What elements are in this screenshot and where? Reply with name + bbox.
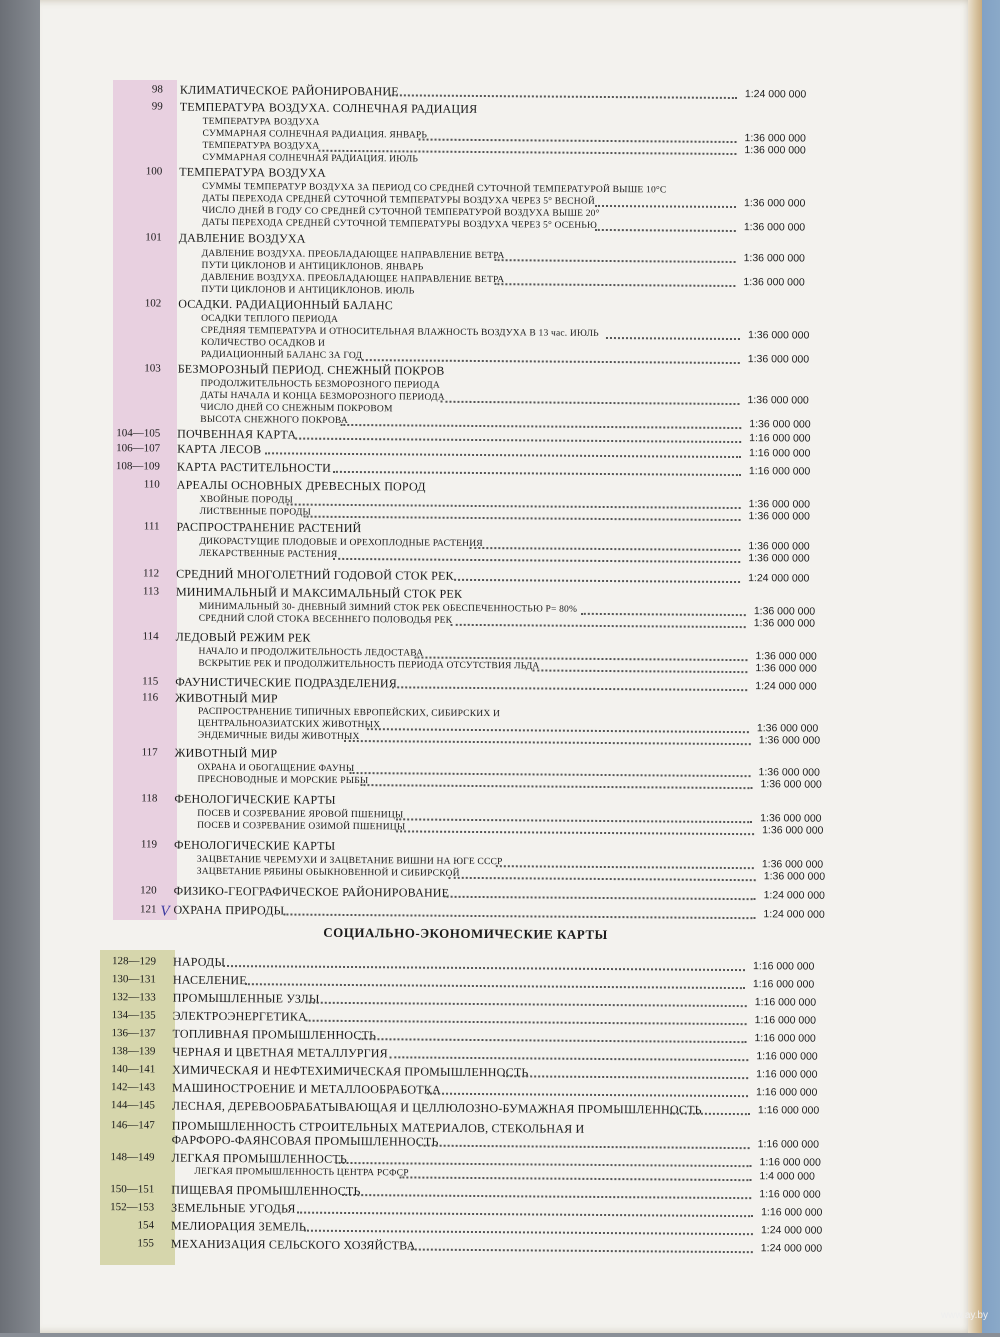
map-scale: 1:16 000 000 bbox=[756, 1050, 818, 1063]
dot-leader bbox=[410, 1246, 752, 1253]
page-number: 154 bbox=[137, 1219, 155, 1232]
page-number: 152—153 bbox=[110, 1201, 155, 1214]
map-title: ЗЕМЕЛЬНЫЕ УГОДЬЯ bbox=[171, 1200, 296, 1216]
map-scale: 1:16 000 000 bbox=[754, 1014, 816, 1027]
dot-leader bbox=[427, 1091, 748, 1098]
map-scale: 1:24 000 000 bbox=[763, 908, 825, 921]
rows-row bbox=[99, 882, 825, 904]
map-scale: 1:36 000 000 bbox=[744, 144, 806, 157]
dot-leader bbox=[449, 875, 756, 881]
page-number: 142—143 bbox=[111, 1081, 156, 1094]
dot-leader bbox=[454, 577, 740, 583]
map-title: ПОЧВЕННАЯ КАРТА bbox=[177, 426, 297, 442]
page-number: 150—151 bbox=[110, 1183, 155, 1196]
map-subtitle: ПОСЕВ И СОЗРЕВАНИЕ ОЗИМОЙ ПШЕНИЦЫ bbox=[197, 820, 406, 833]
map-scale: 1:16 000 000 bbox=[759, 1156, 821, 1169]
dot-leader bbox=[595, 227, 736, 232]
map-title: ЧЕРНАЯ И ЦВЕТНАЯ МЕТАЛЛУРГИЯ bbox=[172, 1044, 388, 1061]
map-title: РАСПРОСТРАНЕНИЕ РАСТЕНИЙ bbox=[176, 519, 362, 536]
map-scale: 1:16 000 000 bbox=[748, 465, 811, 478]
map-subtitle: ХВОЙНЫЕ ПОРОДЫ bbox=[199, 494, 294, 506]
page-number: 103 bbox=[144, 362, 161, 375]
map-title: ПИЩЕВАЯ ПРОМЫШЛЕННОСТЬ bbox=[171, 1182, 361, 1199]
map-subtitle: СРЕДНИЙ СЛОЙ СТОКА ВЕСЕННЕГО ПОЛОВОДЬЯ РЕК bbox=[198, 613, 453, 626]
map-title: ФЕНОЛОГИЧЕСКИЕ КАРТЫ bbox=[174, 791, 336, 807]
map-title: ЛЕДОВЫЙ РЕЖИМ РЕК bbox=[175, 629, 311, 645]
page-number: 99 bbox=[151, 100, 163, 113]
map-subtitle: ДАВЛЕНИЕ ВОЗДУХА. ПРЕОБЛАДАЮЩЕЕ НАПРАВЛЕНИЕ ВЕТРА bbox=[201, 248, 505, 262]
map-title: АРЕАЛЫ ОСНОВНЫХ ДРЕВЕСНЫХ ПОРОД bbox=[176, 477, 426, 494]
section-title: СОЦИАЛЬНО-ЭКОНОМИЧЕСКИЕ КАРТЫ bbox=[323, 924, 608, 943]
map-subtitle: ДАТЫ ПЕРЕХОДА СРЕДНЕЙ СУТОЧНОЙ ТЕМПЕРАТУРЫ ВОЗДУХА ЧЕРЕЗ 5° ОСЕНЬЮ bbox=[201, 217, 597, 231]
map-scale: 1:24 000 000 bbox=[748, 572, 810, 585]
map-scale: 1:24 000 000 bbox=[760, 1242, 823, 1255]
dot-leader bbox=[389, 1054, 748, 1061]
map-scale: 1:36 000 000 bbox=[753, 617, 816, 630]
dot-leader bbox=[342, 1192, 751, 1199]
map-title: КЛИМАТИЧЕСКОЕ РАЙОНИРОВАНИЕ bbox=[179, 82, 399, 99]
map-title: МИНИМАЛЬНЫЙ И МАКСИМАЛЬНЫЙ СТОК РЕК bbox=[175, 584, 463, 601]
dot-leader bbox=[359, 1036, 747, 1043]
map-scale: 1:36 000 000 bbox=[743, 276, 805, 289]
dot-leader bbox=[304, 1228, 753, 1236]
map-scale: 1:36 000 000 bbox=[756, 722, 819, 735]
map-title: ДАВЛЕНИЕ ВОЗДУХА bbox=[178, 230, 306, 246]
map-scale: 1:16 000 000 bbox=[757, 1104, 820, 1117]
page-number: 148—149 bbox=[110, 1151, 155, 1164]
map-title: ПРОМЫШЛЕННОСТЬ СТРОИТЕЛЬНЫХ МАТЕРИАЛОВ, СТЕКОЛЬНАЯ И bbox=[171, 1118, 585, 1136]
map-title: БЕЗМОРОЗНЫЙ ПЕРИОД. СНЕЖНЫЙ ПОКРОВ bbox=[177, 361, 445, 378]
map-scale: 1:24 000 000 bbox=[744, 88, 807, 101]
map-subtitle: СРЕДНЯЯ ТЕМПЕРАТУРА И ОТНОСИТЕЛЬНАЯ ВЛАЖНОСТЬ ВОЗДУХА В 13 час. ИЮЛЬ bbox=[200, 325, 599, 339]
map-scale: 1:36 000 000 bbox=[753, 605, 816, 618]
map-scale: 1:36 000 000 bbox=[743, 221, 806, 234]
rows2-row bbox=[97, 1097, 820, 1119]
map-subtitle: ЦЕНТРАЛЬНОАЗИАТСКИХ ЖИВОТНЫХ bbox=[197, 718, 381, 731]
map-subtitle: РАСПРОСТРАНЕНИЕ ТИПИЧНЫХ ЕВРОПЕЙСКИХ, СИБИРСКИХ И bbox=[197, 706, 501, 720]
map-subtitle: СУММАРНАЯ СОЛНЕЧНАЯ РАДИАЦИЯ. ИЮЛЬ bbox=[202, 152, 419, 165]
map-subtitle: МИНИМАЛЬНЫЙ 30- ДНЕВНЫЙ ЗИМНИЙ СТОК РЕК ОБЕСПЕЧЕННОСТЬЮ Р= 80% bbox=[198, 601, 578, 615]
map-scale: 1:24 000 000 bbox=[755, 680, 817, 693]
map-subtitle: СУММЫ ТЕМПЕРАТУР ВОЗДУХА ЗА ПЕРИОД СО СРЕДНЕЙ СУТОЧНОЙ ТЕМПЕРАТУРОЙ ВЫШЕ 10°С bbox=[202, 181, 667, 196]
map-title: СРЕДНИЙ МНОГОЛЕТНИЙ ГОДОВОЙ СТОК РЕК bbox=[176, 566, 454, 583]
map-scale: 1:36 000 000 bbox=[758, 766, 820, 779]
page-number: 104—105 bbox=[116, 427, 161, 440]
page-number: 128—129 bbox=[112, 955, 157, 968]
map-scale: 1:36 000 000 bbox=[763, 870, 826, 883]
map-subtitle: ПОСЕВ И СОЗРЕВАНИЕ ЯРОВОЙ ПШЕНИЦЫ bbox=[197, 808, 404, 821]
map-title: ПРОМЫШЛЕННЫЕ УЗЛЫ bbox=[172, 990, 320, 1006]
map-scale: 1:16 000 000 bbox=[753, 960, 815, 973]
map-title: ЛЕСНАЯ, ДЕРЕВООБРАБАТЫВАЮЩАЯ И ЦЕЛЛЮЛОЗНО-БУМАЖНАЯ ПРОМЫШЛЕННОСТЬ bbox=[171, 1098, 702, 1117]
map-subtitle: ЛИСТВЕННЫЕ ПОРОДЫ bbox=[199, 506, 312, 518]
map-subtitle: ВЫСОТА СНЕЖНОГО ПОКРОВА bbox=[200, 414, 348, 426]
page-number: 110 bbox=[143, 478, 160, 491]
map-scale: 1:36 000 000 bbox=[760, 812, 822, 825]
map-title: КАРТА ЛЕСОВ bbox=[177, 441, 262, 457]
page-number: 155 bbox=[137, 1237, 154, 1250]
dot-leader bbox=[444, 894, 756, 900]
map-subtitle: ОХРАНА И ОБОГАЩЕНИЕ ФАУНЫ bbox=[197, 762, 355, 775]
dot-leader bbox=[343, 738, 750, 745]
map-title: МЕХАНИЗАЦИЯ СЕЛЬСКОГО ХОЗЯЙСТВА bbox=[170, 1236, 416, 1253]
page-number: 117 bbox=[141, 746, 158, 759]
map-subtitle: ДАТЫ ПЕРЕХОДА СРЕДНЕЙ СУТОЧНОЙ ТЕМПЕРАТУРЫ ВОЗДУХА ЧЕРЕЗ 5° ВЕСНОЙ bbox=[202, 193, 596, 207]
page-number: 144—145 bbox=[110, 1099, 155, 1112]
map-title: ЭЛЕКТРОЭНЕРГЕТИКА bbox=[172, 1008, 308, 1024]
map-subtitle: ЧИСЛО ДНЕЙ В ГОДУ СО СРЕДНЕЙ СУТОЧНОЙ ТЕМПЕРАТУРОЙ ВОЗДУХА ВЫШЕ 20° bbox=[201, 205, 600, 219]
dot-leader bbox=[503, 1073, 748, 1079]
map-scale: 1:36 000 000 bbox=[748, 498, 811, 511]
dot-leader bbox=[223, 963, 745, 971]
map-subtitle: ЗАЦВЕТАНИЕ ЧЕРЕМУХИ И ЗАЦВЕТАНИЕ ВИШНИ НА ЮГЕ СССР bbox=[196, 854, 503, 868]
map-subtitle: ЛЕКАРСТВЕННЫЕ РАСТЕНИЯ bbox=[199, 548, 338, 560]
map-scale: 1:36 000 000 bbox=[748, 540, 810, 553]
map-scale: 1:36 000 000 bbox=[760, 778, 822, 791]
map-scale: 1:36 000 000 bbox=[747, 329, 810, 342]
map-subtitle: ДАТЫ НАЧАЛА И КОНЦА БЕЗМОРОЗНОГО ПЕРИОДА bbox=[200, 390, 445, 403]
map-title: МАШИНОСТРОЕНИЕ И МЕТАЛЛООБРАБОТКА bbox=[172, 1080, 441, 1097]
map-scale: 1:16 000 000 bbox=[761, 1206, 823, 1219]
map-subtitle: ВСКРЫТИЕ РЕК И ПРОДОЛЖИТЕЛЬНОСТЬ ПЕРИОДА ОТСУТСТВИЯ ЛЬДА bbox=[198, 658, 540, 672]
map-scale: 1:16 000 000 bbox=[752, 978, 815, 991]
map-title: ФИЗИКО-ГЕОГРАФИЧЕСКОЕ РАЙОНИРОВАНИЕ bbox=[173, 883, 450, 900]
page-number: 102 bbox=[144, 297, 162, 310]
dot-leader bbox=[245, 981, 745, 989]
map-scale: 1:36 000 000 bbox=[762, 824, 824, 837]
map-title: КАРТА РАСТИТЕЛЬНОСТИ bbox=[176, 459, 332, 475]
dot-leader bbox=[297, 1210, 753, 1218]
map-subtitle: ПРЕСНОВОДНЫЕ И МОРСКИЕ РЫБЫ bbox=[197, 774, 369, 787]
map-subtitle: ОСАДКИ ТЕПЛОГО ПЕРИОДА bbox=[201, 313, 339, 325]
page-number: 100 bbox=[145, 165, 163, 178]
map-title: ТЕМПЕРАТУРА ВОЗДУХА. СОЛНЕЧНАЯ РАДИАЦИЯ bbox=[179, 99, 478, 116]
map-scale: 1:36 000 000 bbox=[744, 132, 806, 145]
page-number: 101 bbox=[145, 231, 162, 244]
dot-leader bbox=[389, 92, 737, 99]
page-number: 113 bbox=[142, 585, 160, 598]
dot-leader bbox=[361, 782, 753, 789]
map-title: ТОПЛИВНАЯ ПРОМЫШЛЕННОСТЬ bbox=[172, 1026, 377, 1043]
map-title: ФАУНИСТИЧЕСКИЕ ПОДРАЗДЕЛЕНИЯ bbox=[175, 674, 398, 691]
page-number: 98 bbox=[151, 83, 163, 96]
map-scale: 1:16 000 000 bbox=[749, 432, 811, 445]
rows2-row bbox=[96, 1235, 823, 1257]
map-scale: 1:16 000 000 bbox=[756, 1068, 818, 1081]
map-scale: 1:36 000 000 bbox=[758, 734, 821, 747]
dot-leader bbox=[533, 667, 748, 673]
page-number: 114 bbox=[142, 630, 159, 643]
map-title: ЖИВОТНЫЙ МИР bbox=[174, 745, 278, 761]
map-subtitle: КОЛИЧЕСТВО ОСАДКОВ И bbox=[200, 337, 326, 349]
map-scale: 1:36 000 000 bbox=[755, 650, 817, 663]
map-scale: 1:16 000 000 bbox=[754, 996, 817, 1009]
page-number: 130—131 bbox=[111, 973, 156, 986]
map-title: ФАРФОРО-ФАЯНСОВАЯ ПРОМЫШЛЕННОСТЬ bbox=[171, 1132, 439, 1149]
page-number: 119 bbox=[140, 838, 158, 851]
map-title: ФЕНОЛОГИЧЕСКИЕ КАРТЫ bbox=[173, 837, 336, 853]
map-title: ЖИВОТНЫЙ МИР bbox=[175, 690, 278, 706]
map-scale: 1:36 000 000 bbox=[755, 662, 817, 675]
dot-leader bbox=[265, 450, 741, 458]
page-number: 116 bbox=[141, 691, 159, 704]
dot-leader bbox=[451, 622, 746, 628]
map-scale: 1:36 000 000 bbox=[743, 252, 805, 265]
map-title: НАРОДЫ bbox=[173, 954, 226, 970]
map-scale: 1:36 000 000 bbox=[743, 197, 806, 210]
map-subtitle: СУММАРНАЯ СОЛНЕЧНАЯ РАДИАЦИЯ. ЯНВАРЬ bbox=[202, 128, 428, 141]
map-subtitle: НАЧАЛО И ПРОДОЛЖИТЕЛЬНОСТЬ ЛЕДОСТАВА bbox=[198, 646, 424, 659]
page-number: 146—147 bbox=[110, 1119, 155, 1132]
page-number: 106—107 bbox=[116, 442, 161, 455]
dot-leader bbox=[419, 1143, 750, 1150]
map-subtitle: ТЕМПЕРАТУРА ВОЗДУХА bbox=[202, 140, 320, 152]
map-title: МЕЛИОРАЦИЯ ЗЕМЕЛЬ bbox=[170, 1218, 307, 1234]
map-scale: 1:36 000 000 bbox=[749, 418, 811, 431]
map-scale: 1:36 000 000 bbox=[747, 353, 810, 366]
map-title: ОСАДКИ. РАДИАЦИОННЫЙ БАЛАНС bbox=[178, 296, 394, 313]
dot-leader bbox=[333, 556, 740, 563]
map-scale: 1:16 000 000 bbox=[759, 1188, 821, 1201]
watermark: www.ay.by bbox=[940, 1310, 988, 1321]
page-number: 120 bbox=[140, 884, 157, 897]
map-scale: 1:36 000 000 bbox=[761, 858, 824, 871]
map-subtitle: ПУТИ ЦИКЛОНОВ И АНТИЦИКЛОНОВ. ЯНВАРЬ bbox=[201, 260, 424, 273]
map-title: ХИМИЧЕСКАЯ И НЕФТЕХИМИЧЕСКАЯ ПРОМЫШЛЕННОСТЬ bbox=[172, 1062, 529, 1080]
dot-leader bbox=[392, 684, 747, 691]
map-scale: 1:16 000 000 bbox=[757, 1138, 820, 1151]
map-scale: 1:24 000 000 bbox=[760, 1224, 823, 1237]
page-number: 118 bbox=[141, 792, 158, 805]
dot-leader bbox=[306, 1000, 747, 1007]
map-subtitle: ЭНДЕМИЧНЫЕ ВИДЫ ЖИВОТНЫХ bbox=[197, 730, 360, 743]
map-scale: 1:16 000 000 bbox=[749, 447, 811, 460]
map-subtitle: ПУТИ ЦИКЛОНОВ И АНТИЦИКЛОНОВ. ИЮЛЬ bbox=[201, 284, 415, 297]
map-scale: 1:36 000 000 bbox=[747, 394, 809, 407]
map-scale: 1:4 000 000 bbox=[759, 1170, 815, 1183]
page-number: 121 bbox=[139, 903, 157, 916]
map-subtitle: ПРОДОЛЖИТЕЛЬНОСТЬ БЕЗМОРОЗНОГО ПЕРИОДА bbox=[200, 378, 440, 391]
page-number: 132—133 bbox=[111, 991, 156, 1004]
dot-leader bbox=[396, 828, 754, 835]
page-number: 112 bbox=[142, 567, 160, 580]
map-subtitle: ДАВЛЕНИЕ ВОЗДУХА. ПРЕОБЛАДАЮЩЕЕ НАПРАВЛЕНИЕ ВЕТРА bbox=[201, 272, 505, 286]
dot-leader bbox=[399, 1174, 751, 1181]
map-scale: 1:36 000 000 bbox=[748, 510, 810, 523]
dot-leader bbox=[333, 469, 741, 476]
dot-leader bbox=[306, 1018, 747, 1025]
map-title: ОХРАНА ПРИРОДЫ bbox=[173, 902, 285, 918]
map-scale: 1:36 000 000 bbox=[748, 552, 810, 565]
pen-mark: V bbox=[160, 903, 170, 920]
map-scale: 1:24 000 000 bbox=[763, 889, 825, 902]
map-title: ТЕМПЕРАТУРА ВОЗДУХА bbox=[179, 164, 326, 180]
map-subtitle: ЗАЦВЕТАНИЕ РЯБИНЫ ОБЫКНОВЕННОЙ И СИБИРСКОЙ bbox=[196, 866, 460, 879]
page-number: 108—109 bbox=[115, 460, 161, 473]
map-subtitle: ЧИСЛО ДНЕЙ СО СНЕЖНЫМ ПОКРОВОМ bbox=[200, 402, 393, 415]
page-number: 136—137 bbox=[111, 1027, 156, 1040]
page-number: 140—141 bbox=[111, 1063, 156, 1076]
map-title: НАСЕЛЕНИЕ bbox=[172, 972, 247, 988]
map-subtitle: ДИКОРАСТУЩИЕ ПЛОДОВЫЕ И ОРЕХОПЛОДНЫЕ РАСТЕНИЯ bbox=[199, 536, 483, 550]
page-number: 138—139 bbox=[111, 1045, 156, 1058]
dot-leader bbox=[284, 911, 756, 919]
map-subtitle: РАДИАЦИОННЫЙ БАЛАНС ЗА ГОД bbox=[200, 349, 363, 362]
map-subtitle: ТЕМПЕРАТУРА ВОЗДУХА bbox=[202, 116, 320, 128]
map-scale: 1:16 000 000 bbox=[754, 1032, 816, 1045]
dot-leader bbox=[670, 1111, 750, 1116]
map-scale: 1:16 000 000 bbox=[756, 1086, 818, 1099]
page-number: 134—135 bbox=[111, 1009, 156, 1022]
rows-row bbox=[98, 901, 825, 923]
page-number: 111 bbox=[143, 520, 160, 533]
map-title: ЛЕГКАЯ ПРОМЫШЛЕННОСТЬ bbox=[171, 1150, 348, 1166]
map-subtitle: ЛЕГКАЯ ПРОМЫШЛЕННОСТЬ ЦЕНТРА РСФСР bbox=[194, 1166, 409, 1179]
page-number: 115 bbox=[142, 675, 159, 688]
